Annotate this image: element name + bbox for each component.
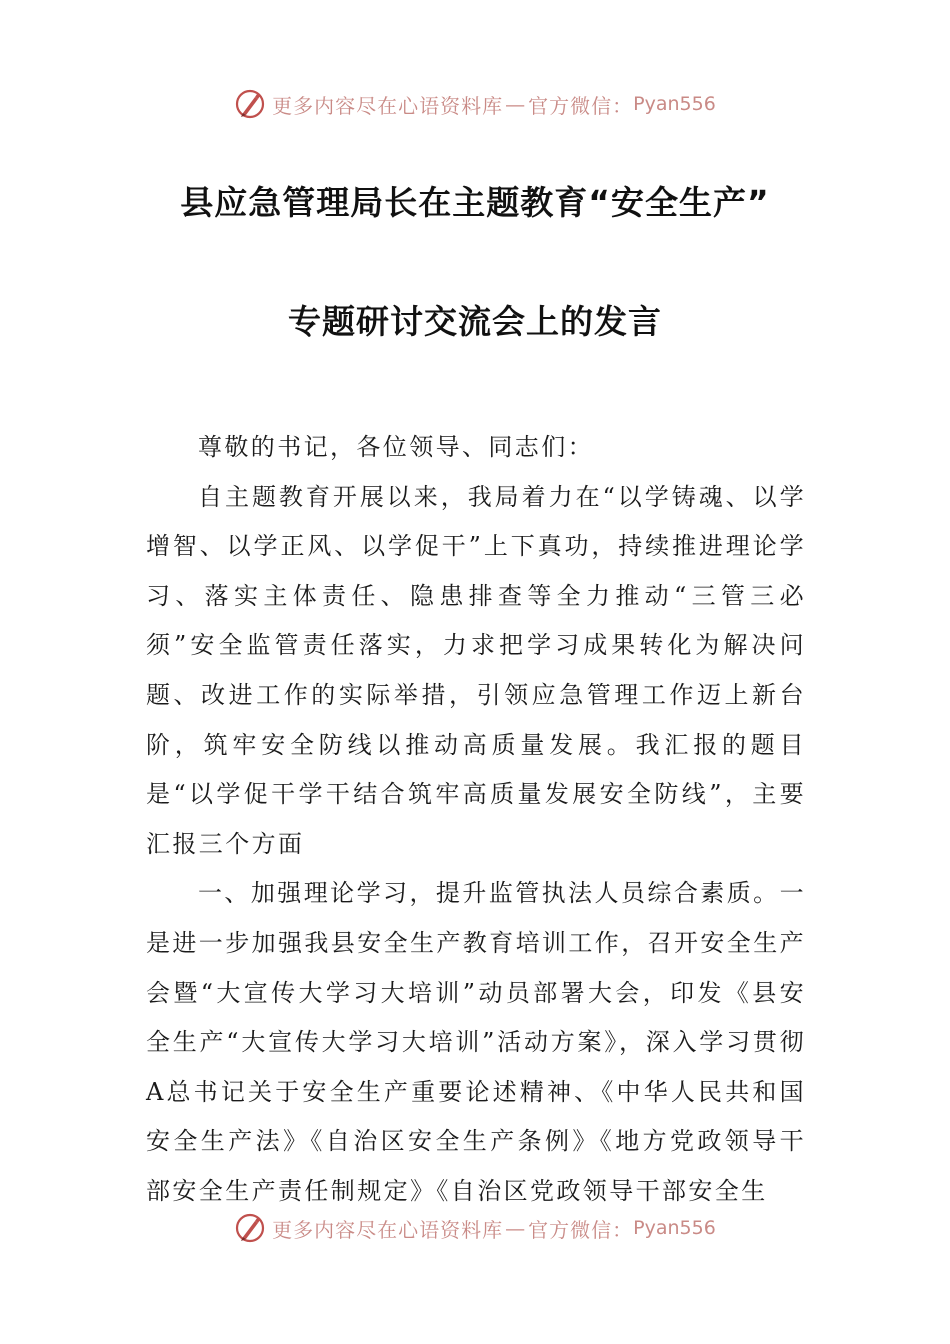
watermark-suffix: 官方微信： [528, 1217, 634, 1242]
watermark-suffix: 官方微信： [528, 93, 634, 118]
watermark-id: Pyan556 [633, 93, 716, 115]
watermark-separator: — [505, 92, 527, 116]
paragraph-intro: 自主题教育开展以来，我局着力在“以学铸魂、以学增智、以学正风、以学促干”上下真功，持续推进理论学习、落实主体责任、隐患排查等全力推动“三管三必须”安全监管责任落实，力求把学习成果转化为解决问题、改进工作的实际举措，引领应急管理工作迈上新台阶，筑牢安全防线以推动高质量发展。我汇报的题目是“以学促干学干结合筑牢高质量发展安全防线”，主要汇报三个方面 [146, 482, 806, 858]
title-line-2: 专题研讨交流会上的发言 [288, 302, 662, 341]
watermark-banner-top [0, 84, 950, 124]
pen-logo-icon [234, 1212, 266, 1244]
document-body [146, 423, 806, 1217]
watermark-separator: — [505, 1216, 527, 1240]
title-line-1: 县应急管理局长在主题教育“安全生产” [180, 183, 770, 222]
watermark-text: 更多内容尽在心语资料库 [272, 93, 504, 118]
watermark-text: 更多内容尽在心语资料库 [272, 1217, 504, 1242]
pen-logo-icon [234, 88, 266, 120]
paragraph-section-one: 一、加强理论学习，提升监管执法人员综合素质。一是进一步加强我县安全生产教育培训工作，召开安全生产会暨“大宣传大学习大培训”动员部署大会，印发《县安全生产“大宣传大学习大培训”活动方案》，深入学习贯彻A总书记关于安全生产重要论述精神、《中华人民共和国安全生产法》《自治区安全生产条例》《地方党政领导干部安全生产责任制规定》《自治区党政领导干部安全生 [146, 879, 806, 1205]
watermark-banner-bottom [0, 1208, 950, 1248]
watermark-id: Pyan556 [633, 1217, 716, 1239]
salutation: 尊敬的书记，各位领导、同志们： [198, 433, 594, 461]
